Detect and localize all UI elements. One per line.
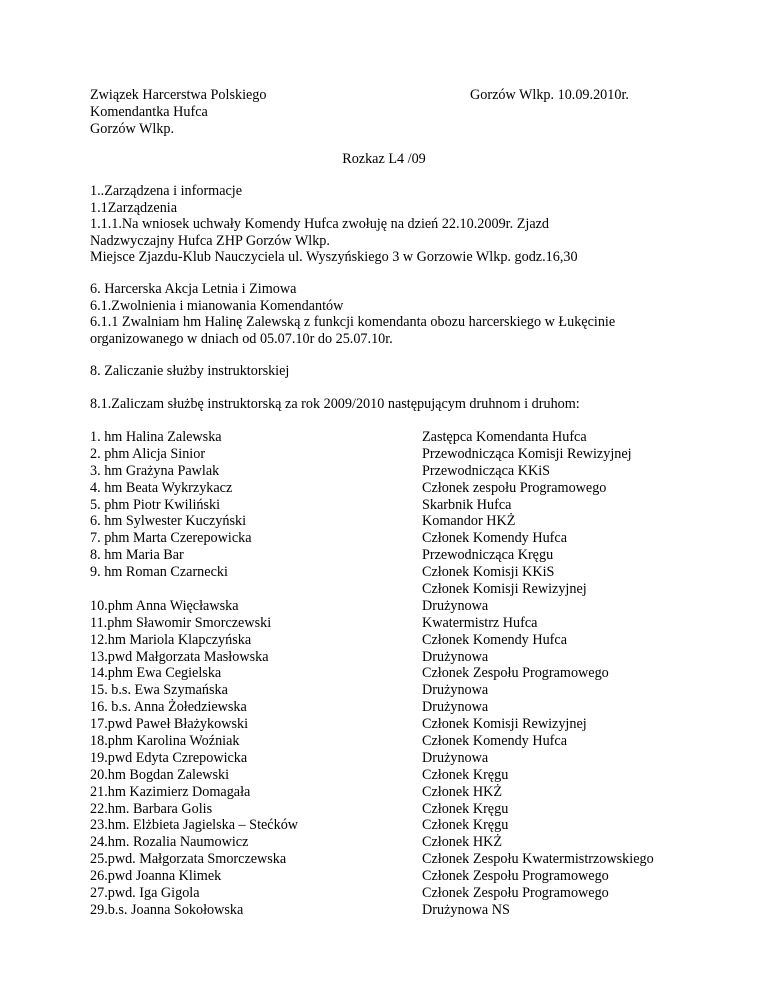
- person-name: 4. hm Beata Wykrzykacz: [90, 479, 233, 496]
- section-6-paragraph: organizowanego w dniach od 05.07.10r do 25.07.10r.: [90, 330, 393, 347]
- person-role: Członek Kręgu: [422, 817, 509, 834]
- person-name: 26.pwd Joanna Klimek: [90, 868, 222, 885]
- person-role: Członek Zespołu Programowego: [422, 885, 609, 902]
- person-name: 5. phm Piotr Kwiliński: [90, 496, 221, 513]
- person-role: Członek Zespołu Kwatermistrzowskiego: [422, 851, 654, 868]
- person-name: 23.hm. Elżbieta Jagielska – Stećków: [90, 817, 299, 834]
- person-name: 3. hm Grażyna Pawlak: [90, 462, 220, 479]
- person-name: 15. b.s. Ewa Szymańska: [90, 682, 228, 699]
- person-name: 6. hm Sylwester Kuczyński: [90, 513, 247, 530]
- person-role: Skarbnik Hufca: [422, 496, 512, 513]
- person-role: Drużynowa NS: [422, 901, 510, 918]
- person-role: Członek Komisji Rewizyjnej: [422, 581, 587, 598]
- person-role: Członek Komendy Hufca: [422, 631, 567, 648]
- section-1-heading: 1..Zarządzena i informacje: [90, 183, 243, 199]
- person-role: Członek Komisji KKiS: [422, 564, 555, 581]
- person-role: Zastępca Komendanta Hufca: [422, 429, 587, 445]
- person-name: 11.phm Sławomir Smorczewski: [90, 614, 272, 631]
- person-role: Członek Zespołu Programowego: [422, 665, 609, 682]
- person-role: Członek HKŻ: [422, 834, 502, 851]
- person-name: 29.b.s. Joanna Sokołowska: [90, 901, 244, 918]
- section-6-paragraph: 6.1.1 Zwalniam hm Halinę Zalewską z funkcji komendanta obozu harcerskiego w Łukęcinie: [90, 314, 616, 331]
- person-name: 18.phm Karolina Woźniak: [90, 733, 240, 750]
- person-name: 19.pwd Edyta Czrepowicka: [90, 749, 248, 766]
- person-name: 27.pwd. Iga Gigola: [90, 885, 200, 902]
- person-role: Członek Komendy Hufca: [422, 530, 567, 547]
- section-1-paragraph: Miejsce Zjazdu-Klub Nauczyciela ul. Wyszyńskiego 3 w Gorzowie Wlkp. godz.16,30: [90, 249, 578, 266]
- person-role: Komandor HKŻ: [422, 513, 516, 530]
- person-role: Przewodnicząca Komisji Rewizyjnej: [422, 445, 632, 462]
- person-role: Członek Kręgu: [422, 800, 509, 817]
- person-role: Członek HKŻ: [422, 783, 502, 800]
- person-role: Przewodnicząca KKiS: [422, 462, 551, 479]
- person-name: 21.hm Kazimierz Domagała: [90, 783, 251, 800]
- document-title: Rozkaz L4 /09: [342, 151, 426, 167]
- person-role: Członek Komisji Rewizyjnej: [422, 716, 587, 733]
- organization-city: Gorzów Wlkp.: [90, 121, 175, 137]
- person-name: 24.hm. Rozalia Naumowicz: [90, 834, 249, 851]
- person-name: 9. hm Roman Czarnecki: [90, 564, 228, 581]
- person-name: 2. phm Alicja Sinior: [90, 445, 206, 462]
- organization-header: [90, 87, 267, 138]
- person-role: Przewodnicząca Kręgu: [422, 547, 554, 564]
- person-name: 10.phm Anna Więcławska: [90, 597, 239, 614]
- person-name: 8. hm Maria Bar: [90, 547, 184, 564]
- organization-unit: Komendantka Hufca: [90, 104, 208, 120]
- person-role: Drużynowa: [422, 597, 489, 614]
- person-name: 7. phm Marta Czerepowicka: [90, 530, 252, 547]
- person-role: Drużynowa: [422, 682, 489, 699]
- person-role: Drużynowa: [422, 699, 489, 716]
- person-name: 14.phm Ewa Cegielska: [90, 665, 222, 682]
- section-1-subheading: 1.1Zarządzenia: [90, 199, 178, 216]
- person-role: Członek zespołu Programowego: [422, 479, 607, 496]
- person-role: Członek Komendy Hufca: [422, 733, 567, 750]
- person-role: Drużynowa: [422, 648, 489, 665]
- person-name: 17.pwd Paweł Błażykowski: [90, 716, 249, 733]
- person-name: 12.hm Mariola Klapczyńska: [90, 631, 252, 648]
- person-role: Członek Kręgu: [422, 766, 509, 783]
- section-1-paragraph: Nadzwyczajny Hufca ZHP Gorzów Wlkp.: [90, 232, 330, 249]
- person-name: 13.pwd Małgorzata Masłowska: [90, 648, 269, 665]
- person-name: 20.hm Bogdan Zalewski: [90, 766, 230, 783]
- person-role: Drużynowa: [422, 749, 489, 766]
- person-name: 22.hm. Barbara Golis: [90, 800, 213, 817]
- section-6: [90, 281, 615, 347]
- section-8-intro: 8.1.Zaliczam służbę instruktorską za rok 2009/2010 następującym druhnom i druhom:: [90, 396, 580, 412]
- section-6-subheading: 6.1.Zwolnienia i mianowania Komendantów: [90, 297, 344, 314]
- organization-name: Związek Harcerstwa Polskiego: [90, 87, 267, 103]
- section-6-heading: 6. Harcerska Akcja Letnia i Zimowa: [90, 281, 297, 297]
- section-1-paragraph: 1.1.1.Na wniosek uchwały Komendy Hufca zwołuję na dzień 22.10.2009r. Zjazd: [90, 216, 550, 233]
- person-role: Członek Zespołu Programowego: [422, 868, 609, 885]
- person-role: Kwatermistrz Hufca: [422, 614, 538, 631]
- person-name: 16. b.s. Anna Żołedziewska: [90, 699, 247, 716]
- section-1: [90, 183, 578, 266]
- person-name: 1. hm Halina Zalewska: [90, 429, 222, 445]
- section-8-heading: 8. Zaliczanie służby instruktorskiej: [90, 363, 290, 379]
- place-date: Gorzów Wlkp. 10.09.2010r.: [470, 87, 629, 103]
- person-name: 25.pwd. Małgorzata Smorczewska: [90, 851, 287, 868]
